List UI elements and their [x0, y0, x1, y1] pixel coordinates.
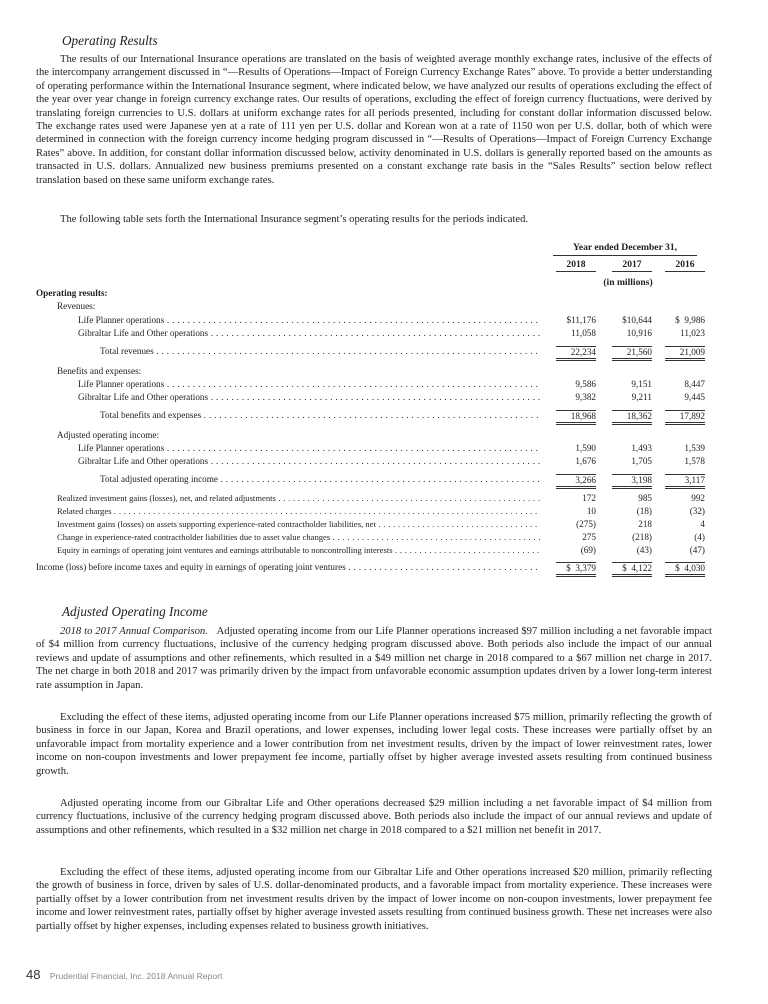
annual-comparison-lead: 2018 to 2017 Annual Comparison. [60, 626, 208, 637]
table-row: Life Planner operations . . . $11,176 $10,644 $ 9,986 [36, 315, 712, 328]
table-row: Investment gains (losses) on assets supporting experience-rated contractholder liabilities, net . . . (275) 218 4 [36, 519, 712, 532]
column-header-2016: 2016 [665, 259, 705, 272]
adjusted-operating-income-heading: Adjusted Operating Income [62, 604, 208, 619]
footer-title: Prudential Financial, Inc. 2018 Annual Report [49, 971, 223, 981]
section-title: Operating results: [36, 288, 108, 298]
page-footer [26, 966, 222, 984]
table-row: Gibraltar Life and Other operations . . . 1,676 1,705 1,578 [36, 456, 712, 469]
benefits-label-row [36, 366, 712, 379]
grand-total-row: Income (loss) before income taxes and equity in earnings of operating joint ventures . . . $ 3,379 $ 4,122 $ 4,030 [36, 562, 712, 575]
table-intro-paragraph: The following table sets forth the International Insurance segment’s operating results for the periods indicated. [60, 214, 529, 225]
operating-results-heading: Operating Results [62, 33, 158, 48]
section-title-row [36, 288, 712, 301]
page-number: 48 [26, 967, 41, 982]
aoi-label-row [36, 430, 712, 443]
total-row: Total adjusted operating income . . . 3,266 3,198 3,117 [36, 474, 712, 487]
total-row: Total revenues . . . 22,234 21,560 21,009 [36, 346, 712, 359]
revenues-label-row [36, 301, 712, 314]
benefits-label: Benefits and expenses: [57, 366, 142, 376]
gibraltar-excluding-paragraph: Excluding the effect of these items, adjusted operating income from our Gibraltar Life and Other operations increased $20 million, primarily reflecting the growth of business in force, driven by sales of U.S. dollar-denominated products, and a favorable impact from mortality experience. These increases were partially offset by a lower contribution from net investment results driven by the impact of lower income on non-coupon investments, lower prepayment fee income and lower reinvestment rates, partially offset by higher average invested assets resulting from continued business growth. These net increases were also partially offset by higher expenses, including expenses related to business growth initiatives. [36, 867, 712, 932]
table-row: Gibraltar Life and Other operations . . . 11,058 10,916 11,023 [36, 328, 712, 341]
gibraltar-paragraph: Adjusted operating income from our Gibraltar Life and Other operations decreased $29 million including a net favorable impact of $4 million from currency fluctuations, inclusive of the currency hedging program discussed above. Both periods also include the impact of our annual reviews and update of assumptions and other refinements, which resulted in a $32 million net charge in 2018 compared to a $21 million net benefit in 2017. [36, 798, 712, 836]
table-row: Related charges . . . 10 (18) (32) [36, 506, 712, 519]
annual-comparison-paragraph: 2018 to 2017 Annual Comparison. Adjusted operating income from our Life Planner operations increased $97 million including a net favorable impact of $4 million from currency fluctuations, inclusive of the currency hedging program discussed above. Both periods also include the impact of our annual reviews and update of assumptions and other refinements, which resulted in a $49 million net charge in 2018 compared to a $67 million net charge in 2017. The net charge in both 2018 and 2017 was primarily driven by the impact from unfavorable economic assumption updates driven by a lower long-term interest rate assumption in Japan. [36, 626, 712, 691]
table-row: Life Planner operations . . . 9,586 9,151 8,447 [36, 379, 712, 392]
table-row: Equity in earnings of operating joint ventures and earnings attributable to noncontrolling interests . . . (69) (43) (47) [36, 545, 712, 558]
revenues-label: Revenues: [57, 301, 96, 311]
column-header-2017: 2017 [612, 259, 652, 272]
table-row: Life Planner operations . . . 1,590 1,493 1,539 [36, 443, 712, 456]
total-row: Total benefits and expenses . . . 18,968 18,362 17,892 [36, 410, 712, 423]
life-planner-paragraph: Excluding the effect of these items, adjusted operating income from our Life Planner operations increased $75 million, primarily reflecting the growth of business in force in our Japan, Korea and Brazil operations, and lower expenses, including lower legal costs. These increases were partially offset by an unfavorable impact from mortality experience and a lower contribution from net investment results, driven by the impact of lower reinvestment rates, lower income on non-coupon investments and lower prepayment fee income, partially offset by higher average invested assets resulting from continued business growth. [36, 712, 712, 777]
aoi-label: Adjusted operating income: [57, 430, 160, 440]
operating-results-intro-paragraph: The results of our International Insurance operations are translated on the basis of weighted average monthly exchange rates, inclusive of the effects of the intercompany arrangement discussed in “—Results of Operations—Impact of Foreign Currency Exchange Rates” above. To provide a better understanding of operating performance within the International Insurance segment, where indicated below, we have analyzed our results of operations excluding the effect of the year over year change in foreign currency exchange rates. Our results of operations, excluding the effect of foreign currency fluctuations, were derived by translating foreign currencies to U.S. dollars at uniform exchange rates for all periods presented, including for constant dollar information discussed below. The exchange rates used were Japanese yen at a rate of 111 yen per U.S. dollar and Korean won at a rate of 1150 won per U.S. dollar, both of which were determined in connection with the foreign currency income hedging program discussed in “—Results of Operations—Impact of Foreign Currency Exchange Rates” above. In addition, for constant dollar information discussed below, activity denominated in U.S. dollars is generally reported based on the amounts as transacted in U.S. dollars. Annualized new business premiums presented on a constant exchange rate basis in the “Sales Results” section below reflect translation based on these same uniform exchange rates. [36, 54, 712, 186]
table-row: Realized investment gains (losses), net, and related adjustments . . . 172 985 992 [36, 493, 712, 506]
table-header-year-ended: Year ended December 31, [553, 242, 697, 256]
table-units: (in millions) [603, 277, 653, 288]
table-row: Gibraltar Life and Other operations . . . 9,382 9,211 9,445 [36, 392, 712, 405]
table-row: Change in experience-rated contractholder liabilities due to asset value changes . . . 275 (218) (4) [36, 532, 712, 545]
column-header-2018: 2018 [556, 259, 596, 272]
